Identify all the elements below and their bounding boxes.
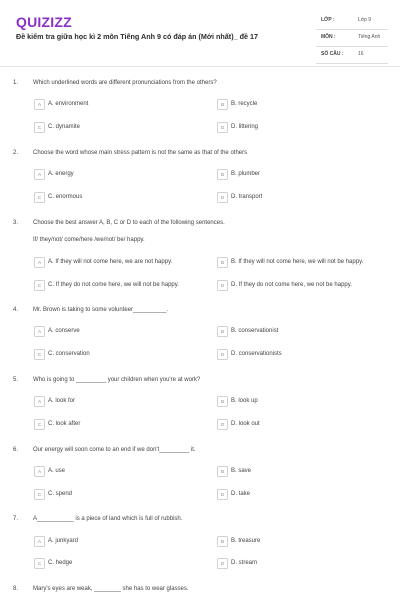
question-text: A___________ is a piece of land which is full of rubbish.: [33, 516, 183, 522]
option-text: C. If they do not come here, we will not be happy.: [48, 281, 179, 288]
meta-value: 16: [358, 51, 364, 57]
question-number: 6.: [13, 447, 19, 453]
option-letter-badge: B: [217, 326, 228, 337]
option-letter-badge: D: [217, 489, 228, 500]
meta-row-grade: [316, 13, 388, 30]
meta-key: MÔN :: [321, 34, 336, 40]
question-text: Choose the best answer A, B, C or D to each of the following sentences.: [33, 220, 225, 226]
meta-key: LỚP :: [321, 17, 335, 23]
question-prompt: If/ they/not/ come/here /we/not/ be/ happy.: [33, 237, 145, 243]
option-letter-badge: A: [34, 257, 45, 268]
option-letter-badge: C: [34, 349, 45, 360]
option-text: A. energy: [48, 170, 74, 177]
option-text: B. conservationist: [231, 327, 279, 334]
question-number: 8.: [13, 586, 19, 592]
option-text: A. look for: [48, 397, 76, 404]
option-text: A. environment: [48, 100, 89, 107]
option-text: B. recycle: [231, 100, 258, 107]
question-number: 4.: [13, 307, 19, 313]
meta-key: SỐ CÂU :: [321, 51, 344, 57]
meta-value: Tiếng Anh: [358, 34, 381, 40]
option-letter-badge: D: [217, 280, 228, 291]
option-text: A. use: [48, 467, 66, 474]
option-text: C. enormous: [48, 193, 83, 200]
question-number: 1.: [13, 80, 19, 86]
option-text: D. take: [231, 490, 251, 497]
option-text: C. hedge: [48, 559, 73, 566]
option-text: C. dynamite: [48, 123, 81, 130]
option-text: B. plumber: [231, 170, 261, 177]
question-text: Mary's eyes are weak, ________ she has to wear glasses.: [33, 586, 189, 592]
option-letter-badge: C: [34, 280, 45, 291]
option-text: C. spend: [48, 490, 73, 497]
option-text: A. If they will not come here, we are not happy.: [48, 258, 173, 265]
option-text: D. look out: [231, 420, 260, 427]
option-letter-badge: C: [34, 558, 45, 569]
option-letter-badge: D: [217, 122, 228, 133]
option-letter-badge: D: [217, 419, 228, 430]
option-letter-badge: D: [217, 192, 228, 203]
option-letter-badge: B: [217, 396, 228, 407]
question-text: Mr. Brown is taking to some volunteer__________.: [33, 307, 169, 313]
option-letter-badge: C: [34, 489, 45, 500]
option-letter-badge: A: [34, 169, 45, 180]
option-letter-badge: C: [34, 122, 45, 133]
option-text: B. save: [231, 467, 252, 474]
option-letter-badge: C: [34, 419, 45, 430]
document-header: [0, 0, 400, 66]
option-text: A. conserve: [48, 327, 80, 334]
question-number: 5.: [13, 377, 19, 383]
option-letter-badge: B: [217, 169, 228, 180]
option-text: B. look up: [231, 397, 258, 404]
question-number: 3.: [13, 220, 19, 226]
option-text: D. conservationists: [231, 350, 282, 357]
option-text: D. If they do not come here, we not be happy.: [231, 281, 352, 288]
question-text: Who is going to _________ your children when you're at work?: [33, 377, 201, 383]
question-number: 7.: [13, 516, 19, 522]
meta-row-subject: [316, 30, 388, 47]
option-letter-badge: A: [34, 466, 45, 477]
option-text: A. junkyard: [48, 537, 79, 544]
question-text: Our energy will soon come to an end if we don't_________ it.: [33, 447, 196, 453]
option-text: C. conservation: [48, 350, 90, 357]
option-letter-badge: B: [217, 257, 228, 268]
header-divider: [0, 66, 400, 67]
option-letter-badge: A: [34, 99, 45, 110]
question-text: Choose the word whose main stress pattern is not the same as that of the others: [33, 150, 248, 156]
question-number: 2.: [13, 150, 19, 156]
option-letter-badge: A: [34, 536, 45, 547]
option-text: D. transport: [231, 193, 263, 200]
question-text: Which underlined words are different pronunciations from the others?: [33, 80, 217, 86]
quizizz-logo: QUIZIZZ: [16, 14, 72, 30]
option-letter-badge: D: [217, 558, 228, 569]
option-text: D. littering: [231, 123, 259, 130]
option-letter-badge: B: [217, 99, 228, 110]
option-text: B. If they will not come here, we will not be happy.: [231, 258, 364, 265]
option-letter-badge: C: [34, 192, 45, 203]
option-text: B. treasure: [231, 537, 261, 544]
meta-row-count: [316, 47, 388, 64]
document-meta: [316, 13, 388, 64]
document-title: Đề kiểm tra giữa học kì 2 môn Tiếng Anh 9 có đáp án (Mới nhất)_ đề 17: [16, 32, 258, 41]
option-text: C. look after: [48, 420, 81, 427]
meta-value: Lớp 9: [358, 17, 372, 23]
option-text: D. stream: [231, 559, 258, 566]
option-letter-badge: B: [217, 536, 228, 547]
option-letter-badge: A: [34, 396, 45, 407]
option-letter-badge: B: [217, 466, 228, 477]
option-letter-badge: D: [217, 349, 228, 360]
option-letter-badge: A: [34, 326, 45, 337]
